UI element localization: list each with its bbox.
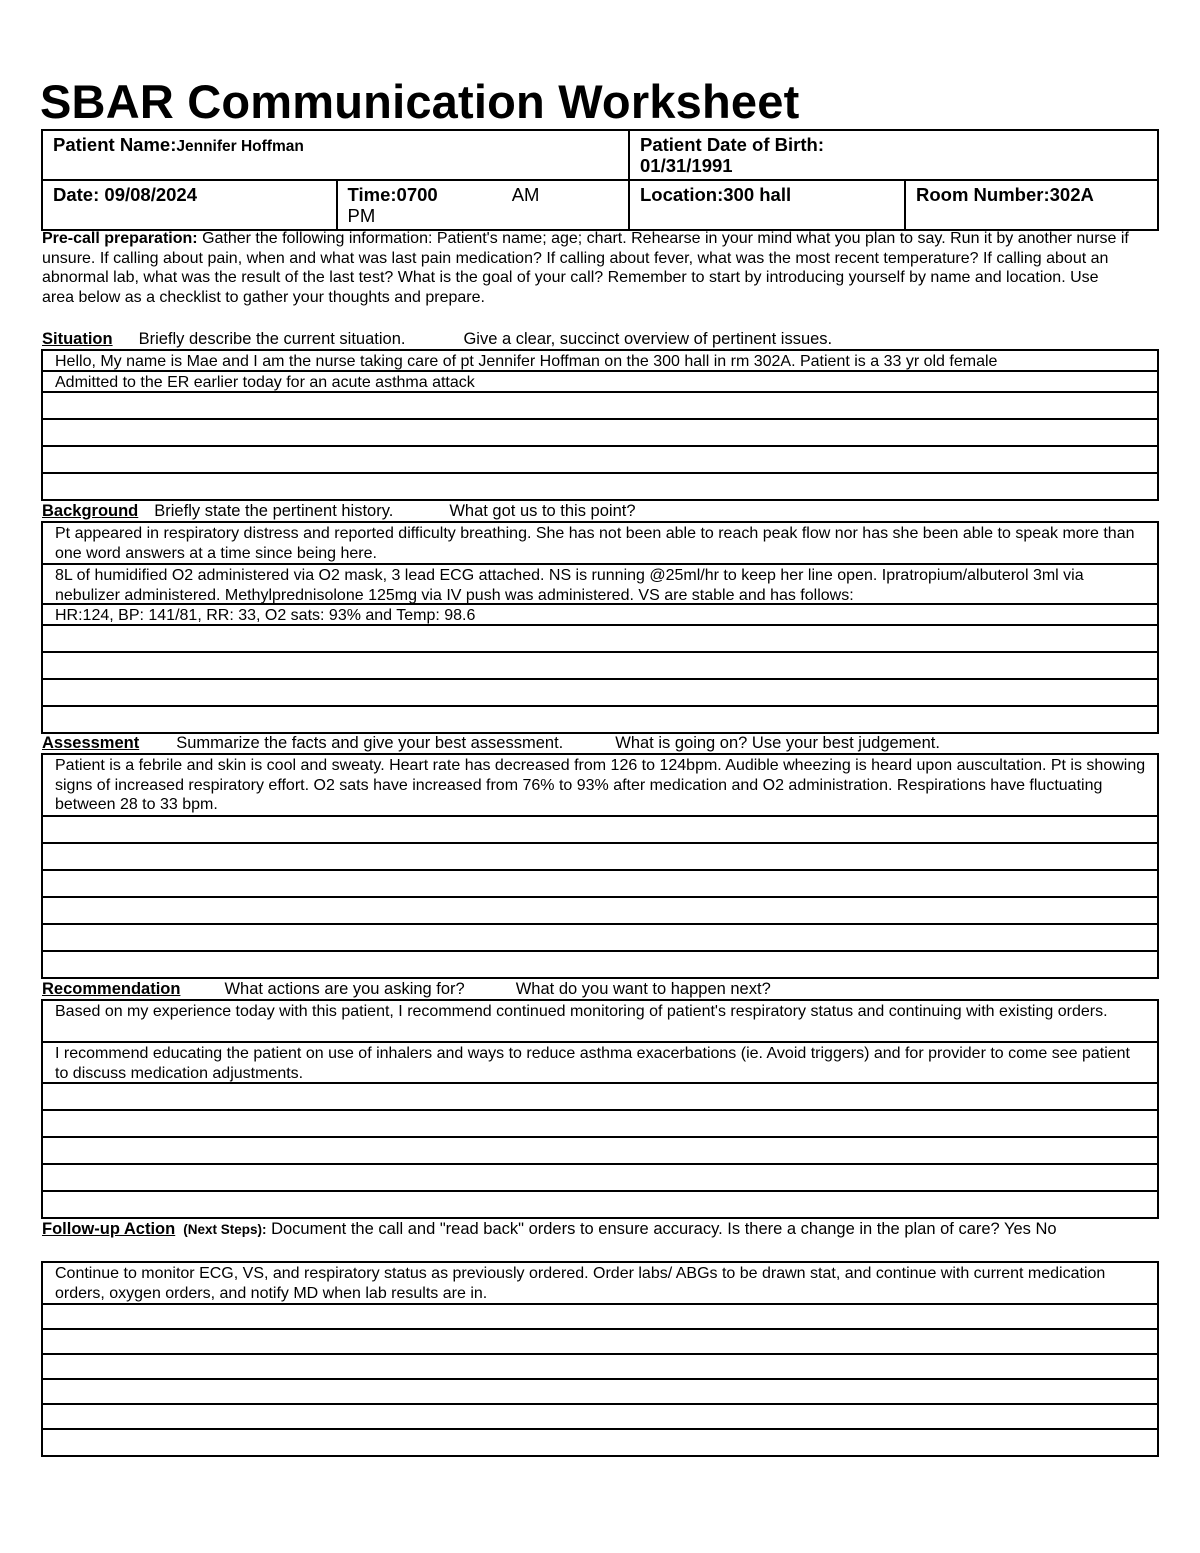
assessment-row[interactable] — [43, 898, 1157, 925]
time-label: Time: — [347, 184, 397, 205]
assessment-row[interactable] — [43, 871, 1157, 898]
date-label: Date: — [53, 184, 100, 205]
assessment-box — [41, 753, 1159, 979]
recommendation-row[interactable] — [43, 1138, 1157, 1165]
time-value[interactable]: 0700 — [396, 184, 438, 205]
recommendation-row[interactable] — [43, 1165, 1157, 1192]
situation-row[interactable] — [43, 420, 1157, 447]
followup-row[interactable] — [43, 1430, 1157, 1457]
precall-text: Gather the following information: Patient's name; age; chart. Rehearse in your mind what you plan to say. Run it by another nurse if unsure. If calling about pain, when and what was last pain medication? If calling about fever, what was the most recent temperature? If calling about an abnormal lab, what was the result of the last test? What is the goal of your call? Remember to start by introducing yourself by name and location. Use area below as a checklist to gather your thoughts and prepare. — [42, 230, 1129, 306]
situation-title: Situation — [42, 330, 113, 348]
situation-prompt-1: Briefly describe the current situation. — [138, 330, 406, 348]
patient-info-table — [41, 129, 1159, 231]
background-row[interactable]: HR:124, BP: 141/81, RR: 33, O2 sats: 93% and Temp: 98.6 — [43, 605, 1157, 626]
assessment-prompt-1: Summarize the facts and give your best assessment. — [176, 734, 564, 752]
am-option[interactable]: AM — [511, 184, 540, 205]
recommendation-prompt-1: What actions are you asking for? — [224, 980, 465, 998]
assessment-row[interactable] — [43, 925, 1157, 952]
assessment-prompt-2: What is going on? Use your best judgement. — [615, 734, 940, 752]
followup-row[interactable] — [43, 1355, 1157, 1380]
followup-text: Document the call and "read back" orders to ensure accuracy. Is there a change in the plan of care? Yes No — [271, 1220, 1057, 1238]
recommendation-title: Recommendation — [42, 980, 181, 998]
situation-row[interactable] — [43, 474, 1157, 501]
background-row[interactable] — [43, 707, 1157, 734]
dob-value[interactable]: 01/31/1991 — [640, 155, 733, 176]
followup-row[interactable] — [43, 1405, 1157, 1430]
location-value[interactable]: 300 hall — [723, 184, 792, 205]
followup-row[interactable] — [43, 1330, 1157, 1355]
situation-box — [41, 349, 1159, 501]
assessment-title: Assessment — [42, 734, 140, 752]
background-title: Background — [42, 502, 139, 520]
situation-row[interactable] — [43, 393, 1157, 420]
background-box — [41, 521, 1159, 734]
situation-header — [42, 330, 832, 349]
recommendation-row[interactable] — [43, 1111, 1157, 1138]
situation-row[interactable]: Admitted to the ER earlier today for an acute asthma attack — [43, 372, 1157, 393]
dob-label: Patient Date of Birth: — [640, 134, 824, 155]
assessment-row[interactable] — [43, 844, 1157, 871]
assessment-header — [42, 734, 940, 753]
situation-row[interactable] — [43, 447, 1157, 474]
room-label: Room Number: — [916, 184, 1050, 205]
recommendation-prompt-2: What do you want to happen next? — [515, 980, 771, 998]
followup-next-steps: (Next Steps): — [183, 1222, 267, 1237]
precall-label: Pre-call preparation: — [42, 230, 198, 247]
room-cell[interactable] — [905, 180, 1158, 230]
location-label: Location: — [640, 184, 724, 205]
patient-name-cell[interactable] — [42, 130, 629, 180]
background-row[interactable] — [43, 626, 1157, 653]
situation-prompt-2: Give a clear, succinct overview of pertinent issues. — [463, 330, 833, 348]
followup-box — [41, 1261, 1159, 1457]
room-value[interactable]: 302A — [1049, 184, 1094, 205]
recommendation-header — [42, 980, 771, 999]
background-prompt-1: Briefly state the pertinent history. — [154, 502, 394, 520]
followup-row[interactable] — [43, 1380, 1157, 1405]
time-cell[interactable] — [337, 180, 629, 230]
background-row[interactable] — [43, 653, 1157, 680]
background-row[interactable]: 8L of humidified O2 administered via O2 mask, 3 lead ECG attached. NS is running @25ml/hr to keep her line open. Ipratropium/albuterol 3ml via nebulizer administered. Methylprednisolone 125mg via IV push was administered. VS are stable and has follows: — [43, 565, 1157, 605]
patient-name-label: Patient Name: — [53, 134, 177, 155]
background-row[interactable]: Pt appeared in respiratory distress and reported difficulty breathing. She has not been able to reach peak flow nor has she been able to speak more than one word answers at a time since being here. — [43, 523, 1157, 565]
location-cell[interactable] — [629, 180, 905, 230]
assessment-row[interactable]: Patient is a febrile and skin is cool and sweaty. Heart rate has decreased from 126 to 124bpm. Audible wheezing is heard upon auscultation. Pt is showing signs of increased respiratory effort. O2 sats have increased from 76% to 93% after medication and O2 administration. Respirations have fluctuating between 28 to 33 bpm. — [43, 755, 1157, 817]
recommendation-box — [41, 999, 1159, 1219]
assessment-row[interactable] — [43, 952, 1157, 979]
followup-title: Follow-up Action — [42, 1220, 176, 1238]
recommendation-row[interactable]: I recommend educating the patient on use of inhalers and ways to reduce asthma exacerbations (ie. Avoid triggers) and for provider to come see patient to discuss medication adjustments. — [43, 1043, 1157, 1084]
background-row[interactable] — [43, 680, 1157, 707]
recommendation-row[interactable] — [43, 1084, 1157, 1111]
pm-option[interactable]: PM — [347, 205, 376, 226]
precall-instructions — [42, 229, 1132, 307]
followup-row[interactable]: Continue to monitor ECG, VS, and respiratory status as previously ordered. Order labs/ ABGs to be drawn stat, and continue with current medication orders, oxygen orders, and notify MD when lab results are in. — [43, 1263, 1157, 1305]
date-cell[interactable] — [42, 180, 337, 230]
background-header — [42, 502, 636, 521]
followup-header — [42, 1220, 1057, 1239]
followup-row[interactable] — [43, 1305, 1157, 1330]
situation-row[interactable]: Hello, My name is Mae and I am the nurse taking care of pt Jennifer Hoffman on the 300 hall in rm 302A. Patient is a 33 yr old female — [43, 351, 1157, 372]
page-title: SBAR Communication Worksheet — [40, 75, 800, 128]
date-value[interactable]: 09/08/2024 — [104, 184, 197, 205]
recommendation-row[interactable]: Based on my experience today with this patient, I recommend continued monitoring of patient's respiratory status and continuing with existing orders. — [43, 1001, 1157, 1043]
patient-name-value[interactable]: Jennifer Hoffman — [176, 138, 304, 155]
background-prompt-2: What got us to this point? — [449, 502, 636, 520]
recommendation-row[interactable] — [43, 1192, 1157, 1219]
assessment-row[interactable] — [43, 817, 1157, 844]
dob-cell[interactable] — [629, 130, 1158, 180]
